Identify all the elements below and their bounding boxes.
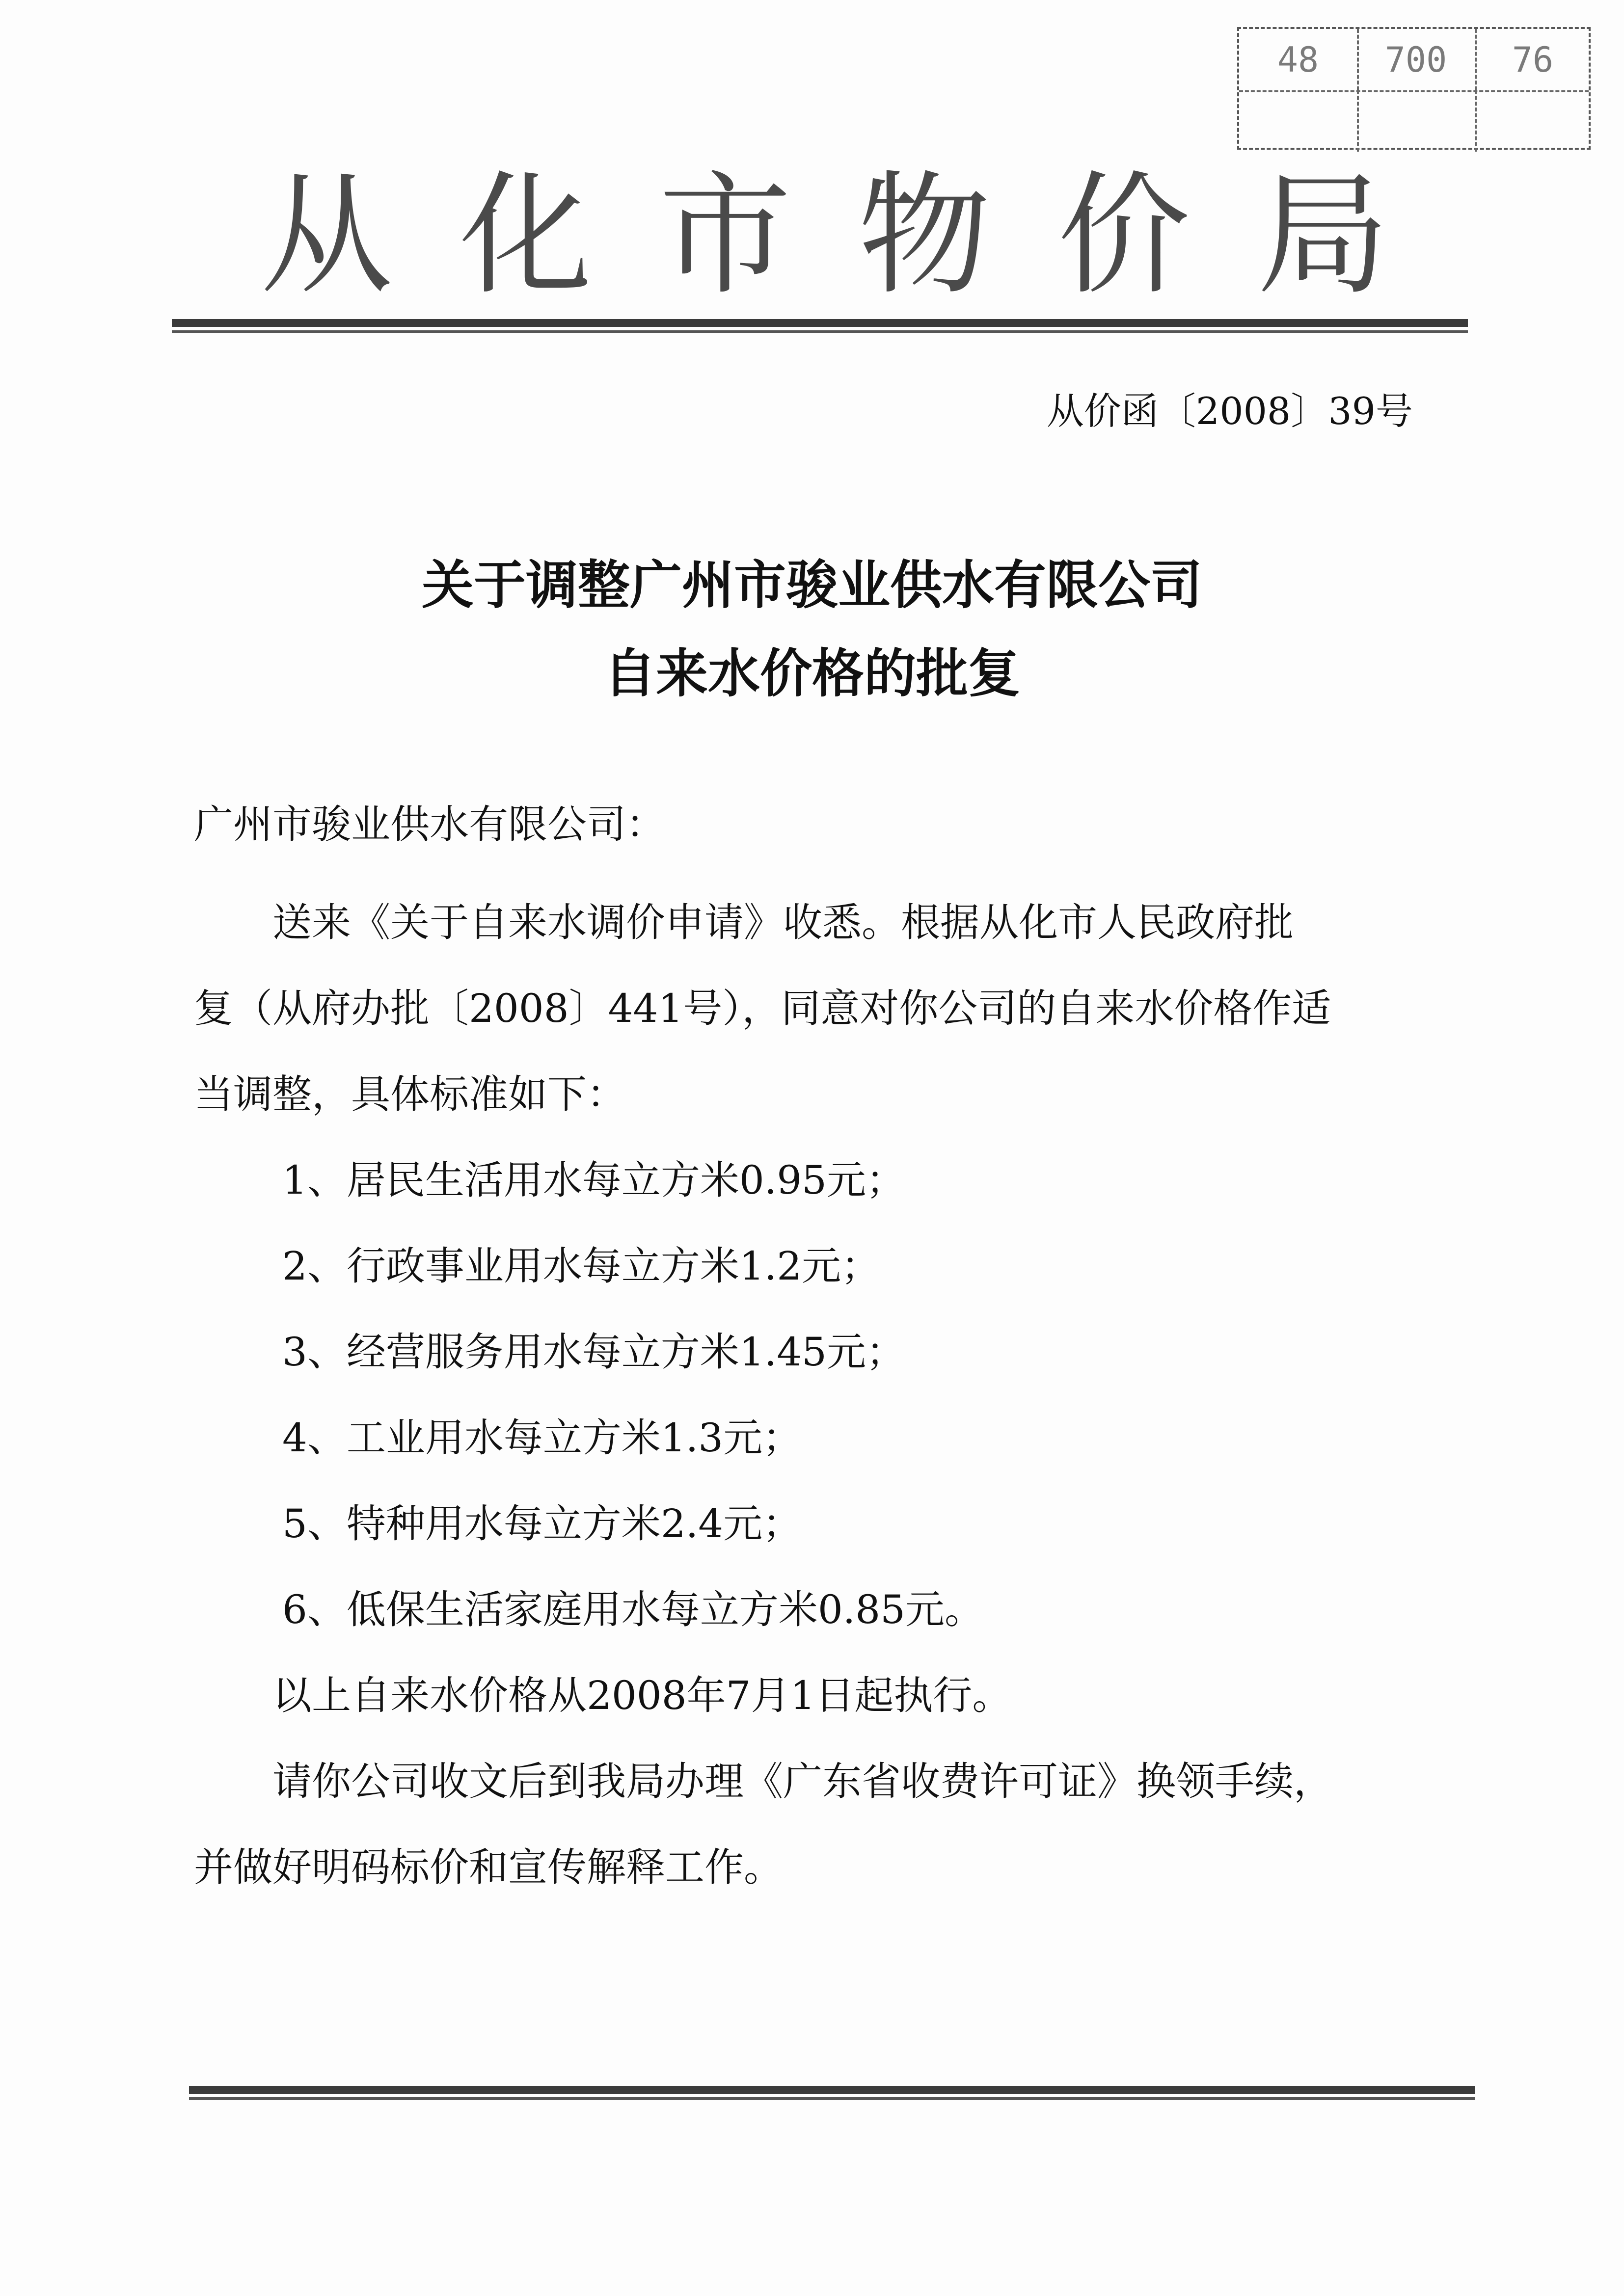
stamp-cell bbox=[1475, 90, 1591, 152]
masthead-char: 化 bbox=[460, 158, 592, 313]
price-item: 1、居民生活用水每立方米0.95元； bbox=[282, 1157, 906, 1203]
header-rule bbox=[172, 319, 1468, 333]
paragraph-line: 送来《关于自来水调价申请》收悉。根据从化市人民政府批 bbox=[272, 900, 1294, 945]
stamp-cell: 76 bbox=[1512, 39, 1554, 80]
document-title-line2: 自来水价格的批复 bbox=[604, 643, 1020, 704]
stamp-cell: 700 bbox=[1357, 29, 1477, 90]
price-item: 5、特种用水每立方米2.4元； bbox=[282, 1501, 802, 1547]
footer-rule bbox=[189, 2086, 1475, 2100]
paragraph-line: 复（从府办批〔2008〕441号），同意对你公司的自来水价格作适 bbox=[194, 986, 1331, 1031]
document-number: 从价函〔2008〕39号 bbox=[1046, 389, 1413, 433]
masthead-char: 局 bbox=[1257, 158, 1389, 313]
salutation: 广州市骏业供水有限公司： bbox=[194, 801, 665, 847]
paragraph-line: 并做好明码标价和宣传解释工作。 bbox=[194, 1844, 783, 1890]
paragraph-line: 请你公司收文后到我局办理《广东省收费许可证》换领手续， bbox=[272, 1759, 1333, 1804]
masthead-char: 价 bbox=[1057, 158, 1190, 313]
price-item: 6、低保生活家庭用水每立方米0.85元。 bbox=[282, 1587, 984, 1632]
effective-date-paragraph: 以上自来水价格从2008年7月1日起执行。 bbox=[272, 1673, 1012, 1718]
stamp-row bbox=[1239, 90, 1589, 152]
price-item: 4、工业用水每立方米1.3元； bbox=[282, 1415, 802, 1461]
price-item: 2、行政事业用水每立方米1.2元； bbox=[282, 1243, 881, 1289]
archive-stamp bbox=[1237, 27, 1591, 150]
paragraph-line: 当调整，具体标准如下： bbox=[194, 1071, 626, 1117]
masthead-char: 物 bbox=[858, 158, 991, 313]
masthead-char: 从 bbox=[260, 158, 393, 313]
stamp-row bbox=[1239, 29, 1589, 92]
stamp-cell bbox=[1239, 90, 1359, 152]
document-title-line1: 关于调整广州市骏业供水有限公司 bbox=[422, 555, 1202, 615]
price-item: 3、经营服务用水每立方米1.45元； bbox=[282, 1329, 906, 1375]
masthead-title bbox=[260, 158, 1389, 313]
masthead-char: 市 bbox=[659, 158, 791, 313]
stamp-cell: 48 bbox=[1239, 29, 1359, 90]
stamp-cell bbox=[1357, 90, 1477, 152]
